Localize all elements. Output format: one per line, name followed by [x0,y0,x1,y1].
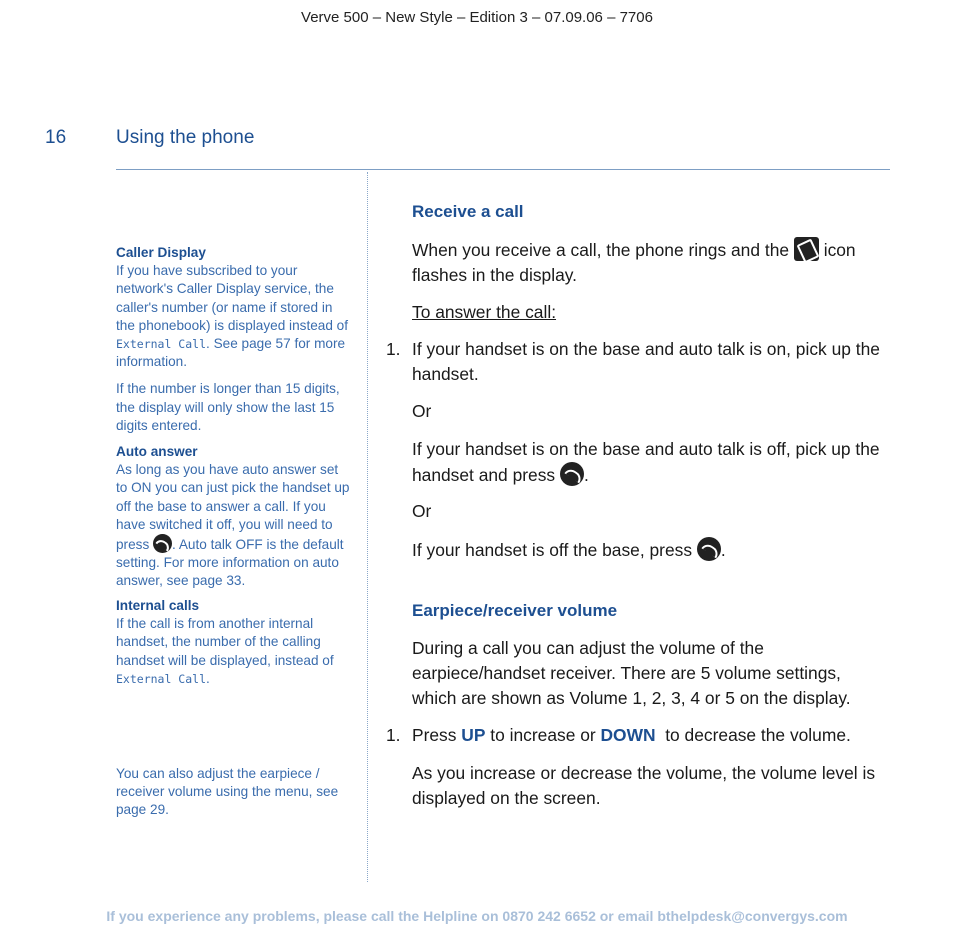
auto-answer-text: As long as you have auto answer set to ON you can just pick the handset up off the base to answer a call. If you have switched it off, you will need to press . Auto talk OFF is the default setting. For more information on auto answer, see page 33. [116,462,350,589]
step-auto-talk-off: If your handset is on the base and auto talk is off, pick up the handset and press . [412,439,880,485]
sidebar-auto-answer [116,443,352,591]
volume-intro: During a call you can adjust the volume of the earpiece/handset receiver. There are 5 volume settings, which are shown as Volume 1, 2, 3, 4 or 5 on the display. [412,638,851,708]
volume-heading: Earpiece/receiver volume [412,601,618,620]
ringing-handset-icon [794,237,819,261]
talk-button-icon [153,534,172,553]
receive-intro: When you receive a call, the phone rings and the icon flashes in the display. [412,237,887,288]
caller-display-note: If the number is longer than 15 digits, the display will only show the last 15 digits entered. [116,381,340,433]
internal-calls-text: If the call is from another internal handset, the number of the calling handset will be displayed, instead of External Call. [116,616,334,686]
document-info-header: Verve 500 – New Style – Edition 3 – 07.09.06 – 7706 [301,9,653,26]
talk-button-icon [560,462,584,486]
step-auto-talk-on: If your handset is on the base and auto talk is on, pick up the handset. [412,339,880,384]
up-key-label: UP [461,725,486,745]
caller-display-title: Caller Display [116,245,206,260]
step-off-base: If your handset is off the base, press . [412,537,887,563]
or-separator: Or [412,401,432,421]
header-rule [116,169,890,170]
sidebar-internal-calls [116,597,352,688]
external-call-display-text: External Call [116,671,207,686]
volume-step: Press UP to increase or DOWN to decrease the volume. [412,725,851,745]
talk-button-icon [697,537,721,561]
section-title: Using the phone [116,127,255,148]
step-number: 1. [386,725,401,745]
auto-answer-title: Auto answer [116,444,198,459]
volume-after: As you increase or decrease the volume, the volume level is displayed on the screen. [412,763,876,808]
step-number: 1. [386,339,401,359]
or-separator: Or [412,501,432,521]
helpline-footer: If you experience any problems, please call the Helpline on 0870 242 6652 or email bthelpdesk@convergys.com [106,908,848,924]
sidebar-caller-display [116,244,352,435]
down-key-label: DOWN [600,725,656,745]
external-call-display-text: External Call [116,337,207,352]
page-number: 16 [45,127,67,148]
caller-display-text: If you have subscribed to your network's Caller Display service, the caller's number (or name if stored in the phonebook) is displayed instead of External Call. See page 57 for more information. [116,263,349,370]
answer-label: To answer the call: [412,302,557,322]
sidebar-volume-note: You can also adjust the earpiece / receiver volume using the menu, see page 29. [116,766,339,818]
receive-call-heading: Receive a call [412,202,524,221]
column-divider [367,172,368,882]
internal-calls-title: Internal calls [116,598,200,613]
